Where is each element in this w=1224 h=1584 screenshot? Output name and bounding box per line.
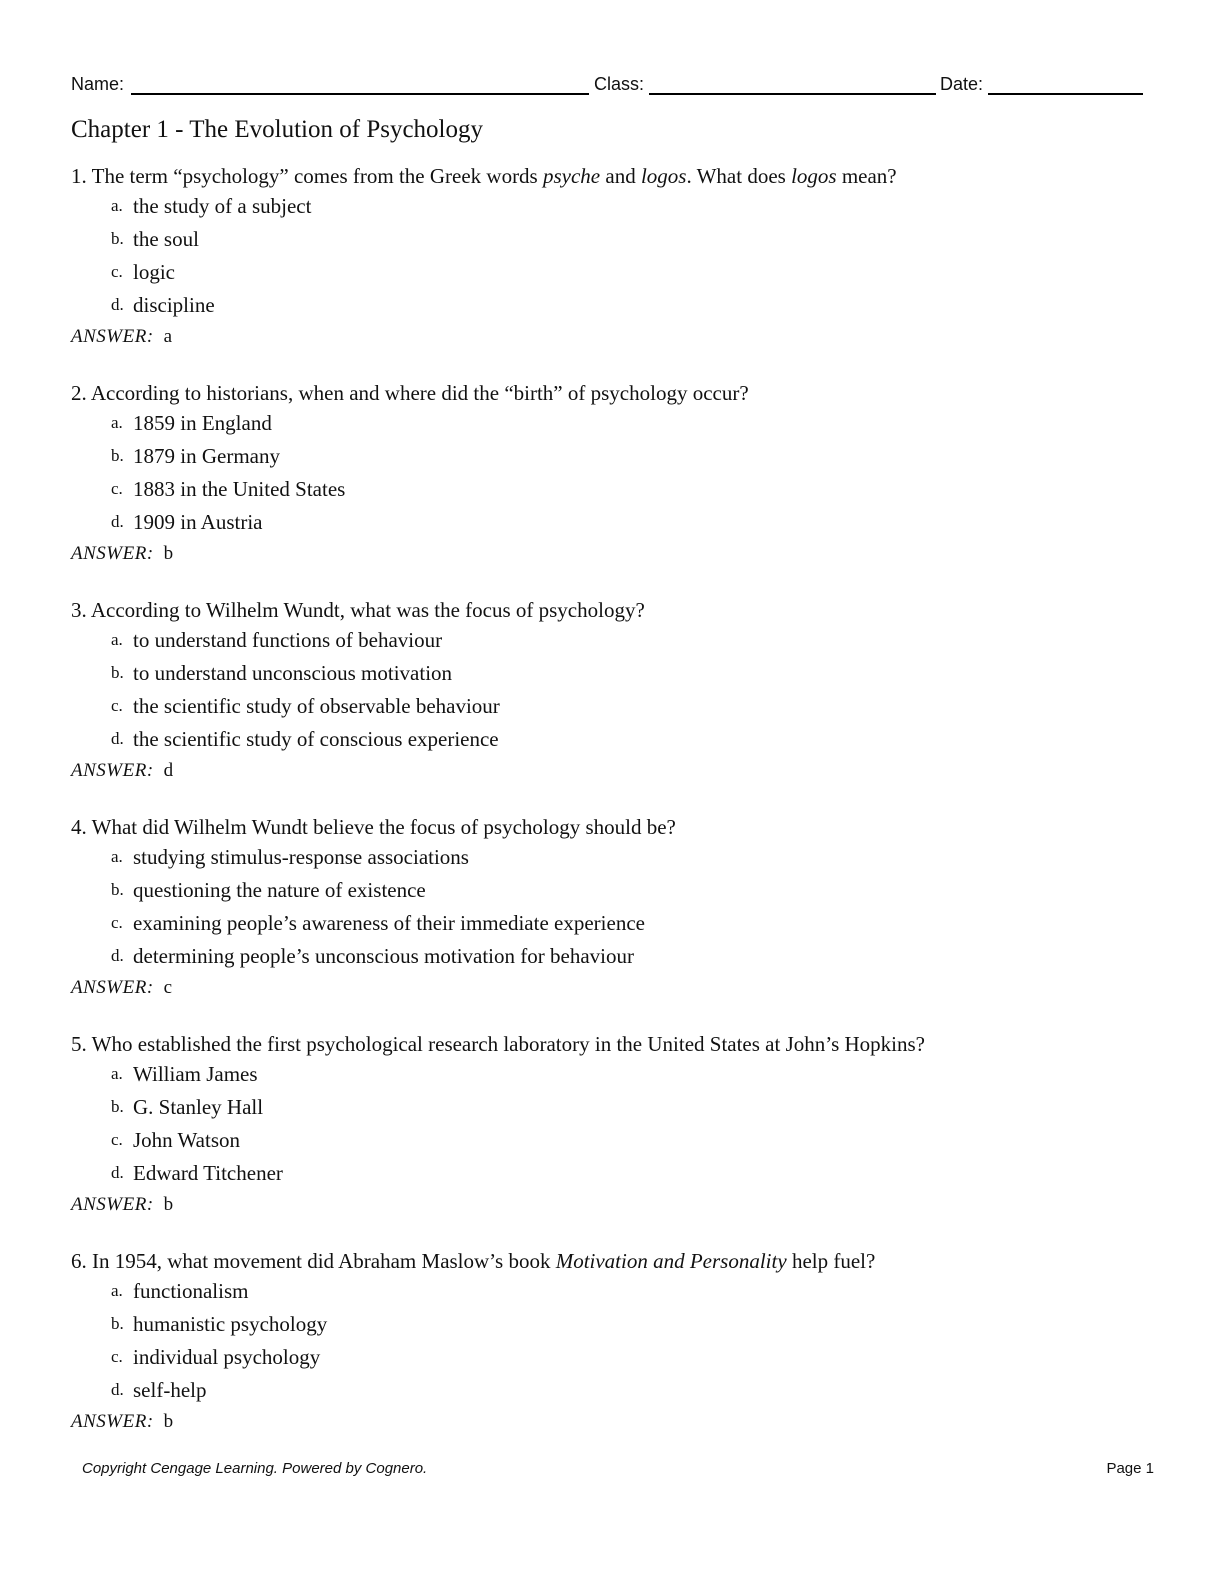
- answer-value: b: [163, 1411, 174, 1432]
- answer-value: b: [163, 543, 174, 564]
- question-1: [71, 162, 1161, 352]
- option-text: the study of a subject: [133, 194, 312, 218]
- answer-key: [71, 541, 1161, 569]
- option-letter: c.: [111, 913, 123, 932]
- option-letter: d.: [111, 1380, 124, 1399]
- option-letter: d.: [111, 295, 124, 314]
- option-text: the soul: [133, 227, 199, 251]
- option-letter: c.: [111, 479, 123, 498]
- answer-label: ANSWER:: [71, 543, 154, 564]
- question-italic-term: psyche: [542, 164, 601, 188]
- question-number: 3.: [71, 598, 87, 622]
- option-letter: b.: [111, 1097, 124, 1116]
- option-text: humanistic psychology: [133, 1312, 328, 1336]
- question-number: 5.: [71, 1032, 87, 1056]
- answer-label: ANSWER:: [71, 326, 154, 347]
- page-footer: [82, 1460, 1154, 1482]
- option-letter: c.: [111, 1130, 123, 1149]
- question-3: [71, 596, 1161, 786]
- option-letter: a.: [111, 196, 123, 215]
- answer-option: [71, 692, 1161, 725]
- student-info-header: [71, 72, 1143, 98]
- answer-option: [71, 475, 1161, 508]
- name-label: Name:: [71, 74, 125, 94]
- option-text: Edward Titchener: [133, 1161, 283, 1185]
- page-number: Page 1: [1106, 1460, 1154, 1477]
- option-letter: d.: [111, 946, 124, 965]
- option-letter: a.: [111, 847, 123, 866]
- answer-option: [71, 1376, 1161, 1409]
- answer-option: [71, 1277, 1161, 1310]
- answer-key: [71, 758, 1161, 786]
- answer-option: [71, 843, 1161, 876]
- option-text: 1883 in the United States: [133, 477, 346, 501]
- question-2: [71, 379, 1161, 569]
- option-text: questioning the nature of existence: [133, 878, 426, 902]
- question-number: 4.: [71, 815, 87, 839]
- question-stem: [71, 813, 1161, 843]
- option-letter: c.: [111, 262, 123, 281]
- answer-option: [71, 725, 1161, 758]
- option-letter: b.: [111, 880, 124, 899]
- answer-option: [71, 1343, 1161, 1376]
- question-stem: [71, 162, 1161, 192]
- question-4: [71, 813, 1161, 1003]
- option-text: logic: [133, 260, 175, 284]
- answer-option: [71, 1159, 1161, 1192]
- date-label: Date:: [940, 74, 984, 94]
- question-5: [71, 1030, 1161, 1220]
- question-text: Who established the first psychological research laboratory in the United States at John’s Hopkins?: [91, 1032, 926, 1056]
- answer-option: [71, 225, 1161, 258]
- question-text: According to Wilhelm Wundt, what was the focus of psychology?: [90, 598, 645, 622]
- answer-option: [71, 909, 1161, 942]
- option-text: John Watson: [133, 1128, 241, 1152]
- question-number: 1.: [71, 164, 87, 188]
- answer-option: [71, 659, 1161, 692]
- question-text: and: [600, 164, 641, 188]
- option-letter: b.: [111, 229, 124, 248]
- option-letter: b.: [111, 663, 124, 682]
- option-text: self-help: [133, 1378, 207, 1402]
- option-text: 1879 in Germany: [133, 444, 280, 468]
- answer-label: ANSWER:: [71, 977, 154, 998]
- question-text: . What does: [686, 164, 792, 188]
- option-letter: a.: [111, 630, 123, 649]
- option-text: the scientific study of conscious experience: [133, 727, 499, 751]
- option-letter: d.: [111, 729, 124, 748]
- option-letter: c.: [111, 1347, 123, 1366]
- answer-key: [71, 1192, 1161, 1220]
- question-stem: [71, 1247, 1161, 1277]
- answer-option: [71, 258, 1161, 291]
- question-text: According to historians, when and where did the “birth” of psychology occur?: [90, 381, 749, 405]
- answer-option: [71, 508, 1161, 541]
- answer-value: b: [163, 1194, 174, 1215]
- question-text: What did Wilhelm Wundt believe the focus of psychology should be?: [91, 815, 676, 839]
- answer-option: [71, 1126, 1161, 1159]
- answer-value: a: [163, 326, 173, 347]
- option-letter: a.: [111, 413, 123, 432]
- question-text: help fuel?: [786, 1249, 876, 1273]
- option-text: examining people’s awareness of their immediate experience: [133, 911, 645, 935]
- answer-key: [71, 1409, 1161, 1437]
- answer-key: [71, 975, 1161, 1003]
- answer-option: [71, 442, 1161, 475]
- date-blank-line: [988, 93, 1143, 95]
- question-text: In 1954, what movement did Abraham Maslow’s book: [92, 1249, 556, 1273]
- answer-option: [71, 626, 1161, 659]
- option-text: discipline: [133, 293, 215, 317]
- option-letter: d.: [111, 512, 124, 531]
- answer-option: [71, 409, 1161, 442]
- option-letter: c.: [111, 696, 123, 715]
- option-text: William James: [133, 1062, 258, 1086]
- class-blank-line: [649, 93, 936, 95]
- option-text: the scientific study of observable behaviour: [133, 694, 500, 718]
- option-text: to understand unconscious motivation: [133, 661, 453, 685]
- option-letter: b.: [111, 1314, 124, 1333]
- answer-value: d: [163, 760, 174, 781]
- answer-key: [71, 324, 1161, 352]
- option-text: G. Stanley Hall: [133, 1095, 264, 1119]
- question-italic-term: logos: [640, 164, 687, 188]
- option-text: determining people’s unconscious motivation for behaviour: [133, 944, 634, 968]
- question-italic-term: logos: [791, 164, 837, 188]
- option-text: to understand functions of behaviour: [133, 628, 443, 652]
- answer-value: c: [163, 977, 173, 998]
- question-text: mean?: [836, 164, 897, 188]
- option-text: studying stimulus-response associations: [133, 845, 469, 869]
- answer-option: [71, 942, 1161, 975]
- question-italic-term: Motivation and Personality: [555, 1249, 787, 1273]
- answer-option: [71, 1093, 1161, 1126]
- class-label: Class:: [594, 74, 645, 94]
- answer-option: [71, 291, 1161, 324]
- question-stem: [71, 1030, 1161, 1060]
- copyright-notice: Copyright Cengage Learning. Powered by Cognero.: [82, 1460, 428, 1477]
- option-text: 1859 in England: [133, 411, 272, 435]
- answer-label: ANSWER:: [71, 1411, 154, 1432]
- option-letter: a.: [111, 1064, 123, 1083]
- answer-label: ANSWER:: [71, 760, 154, 781]
- option-text: 1909 in Austria: [133, 510, 263, 534]
- chapter-title: Chapter 1 - The Evolution of Psychology: [71, 116, 483, 143]
- question-number: 2.: [71, 381, 87, 405]
- option-text: individual psychology: [133, 1345, 321, 1369]
- question-stem: [71, 596, 1161, 626]
- answer-label: ANSWER:: [71, 1194, 154, 1215]
- option-letter: d.: [111, 1163, 124, 1182]
- option-letter: a.: [111, 1281, 123, 1300]
- answer-option: [71, 876, 1161, 909]
- name-blank-line: [131, 93, 589, 95]
- option-letter: b.: [111, 446, 124, 465]
- answer-option: [71, 1310, 1161, 1343]
- question-number: 6.: [71, 1249, 87, 1273]
- question-stem: [71, 379, 1161, 409]
- option-text: functionalism: [133, 1279, 249, 1303]
- question-6: [71, 1247, 1161, 1437]
- question-text: The term “psychology” comes from the Greek words: [91, 164, 543, 188]
- answer-option: [71, 192, 1161, 225]
- answer-option: [71, 1060, 1161, 1093]
